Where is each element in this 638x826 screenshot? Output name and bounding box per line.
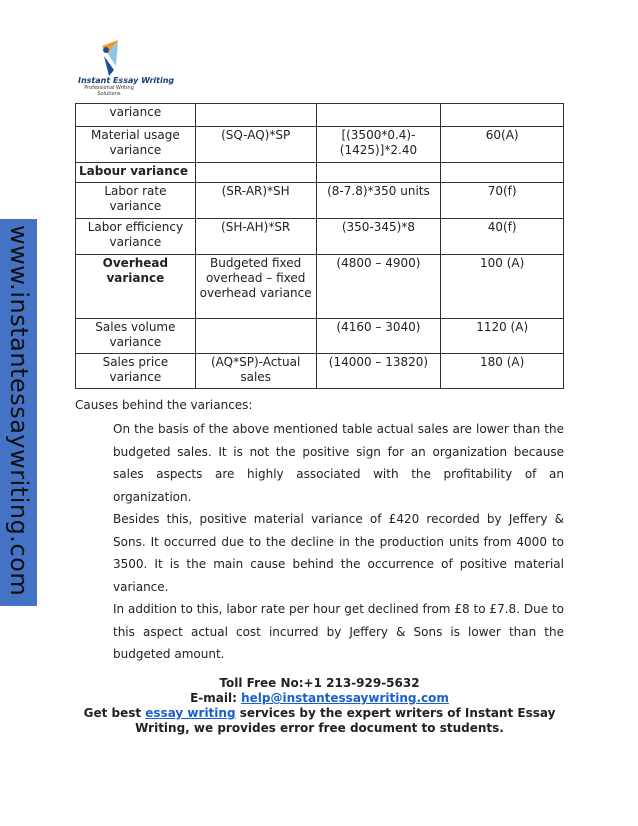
table-cell: [(3500*0.4)-(1425)]*2.40 bbox=[316, 127, 441, 163]
table-cell bbox=[441, 104, 564, 127]
paragraph: In addition to this, labor rate per hour get declined from £8 to £7.8. Due to this aspect actual cost incurred by Jeffery & Sons is lower than the budgeted amount. bbox=[113, 602, 564, 661]
table-cell: (SR-AR)*SH bbox=[195, 183, 316, 219]
table-cell: Budgeted fixed overhead – fixed overhead variance bbox=[195, 255, 316, 319]
table-cell: Sales volume variance bbox=[76, 319, 196, 354]
table-row bbox=[76, 319, 564, 354]
paragraph: Besides this, positive material variance of £420 recorded by Jeffery & Sons. It occurred due to the decline in the production units from 4000 to 3500. It is the main cause behind the occurrence of positive material variance. bbox=[113, 512, 564, 594]
table-row bbox=[76, 127, 564, 163]
table-cell bbox=[195, 319, 316, 354]
table-cell: Overhead variance bbox=[76, 255, 196, 319]
paragraph: On the basis of the above mentioned table actual sales are lower than the budgeted sales. It is not the positive sign for an organization because sales aspects are highly associated with the profitability of an organization. bbox=[113, 422, 564, 504]
footer-promo-text: services by the expert writers of Instant Essay Writing, we provides error free document to students. bbox=[135, 706, 556, 735]
footer-toll-free: Toll Free No:+1 213-929-5632 bbox=[219, 676, 420, 690]
table-cell: 60(A) bbox=[441, 127, 564, 163]
table-cell: Labour variance bbox=[76, 163, 196, 183]
table-cell: (14000 – 13820) bbox=[316, 354, 441, 389]
footer-email-label: E-mail: bbox=[190, 691, 242, 705]
table-cell: (SQ-AQ)*SP bbox=[195, 127, 316, 163]
logo-subtitle: Professional Writing Solutions bbox=[84, 85, 134, 97]
table-cell: 100 (A) bbox=[441, 255, 564, 319]
table-cell: 1120 (A) bbox=[441, 319, 564, 354]
table-cell: 180 (A) bbox=[441, 354, 564, 389]
table-cell: (4160 – 3040) bbox=[316, 319, 441, 354]
footer bbox=[75, 676, 564, 736]
table-cell: variance bbox=[76, 104, 196, 127]
table-cell: 40(f) bbox=[441, 219, 564, 255]
table-row bbox=[76, 255, 564, 319]
table-cell: Material usage variance bbox=[76, 127, 196, 163]
sidebar-website-text[interactable]: www.instantessaywriting.com bbox=[5, 225, 33, 597]
table-cell bbox=[195, 163, 316, 183]
table-cell: (AQ*SP)-Actual sales bbox=[195, 354, 316, 389]
footer-promo-text: Get best bbox=[83, 706, 146, 720]
table-cell: Labor rate variance bbox=[76, 183, 196, 219]
footer-email-line bbox=[75, 691, 564, 706]
table-row bbox=[76, 219, 564, 255]
table-cell bbox=[316, 104, 441, 127]
table-cell bbox=[441, 163, 564, 183]
table-cell: 70(f) bbox=[441, 183, 564, 219]
table-row bbox=[76, 183, 564, 219]
table-cell bbox=[316, 163, 441, 183]
table-row bbox=[76, 104, 564, 127]
variance-table bbox=[75, 103, 564, 389]
table-row bbox=[76, 354, 564, 389]
footer-essay-writing-link[interactable]: essay writing bbox=[145, 706, 236, 720]
table-cell: Sales price variance bbox=[76, 354, 196, 389]
causes-heading: Causes behind the variances: bbox=[75, 398, 253, 412]
table-cell: Labor efficiency variance bbox=[76, 219, 196, 255]
table-cell bbox=[195, 104, 316, 127]
table-cell: (SH-AH)*SR bbox=[195, 219, 316, 255]
table-cell: (8-7.8)*350 units bbox=[316, 183, 441, 219]
footer-email-link[interactable]: help@instantessaywriting.com bbox=[241, 691, 449, 705]
footer-promo bbox=[75, 706, 564, 736]
logo-title: Instant Essay Writing bbox=[78, 76, 175, 85]
table-row bbox=[76, 163, 564, 183]
table-cell: (4800 – 4900) bbox=[316, 255, 441, 319]
table-cell: (350-345)*8 bbox=[316, 219, 441, 255]
